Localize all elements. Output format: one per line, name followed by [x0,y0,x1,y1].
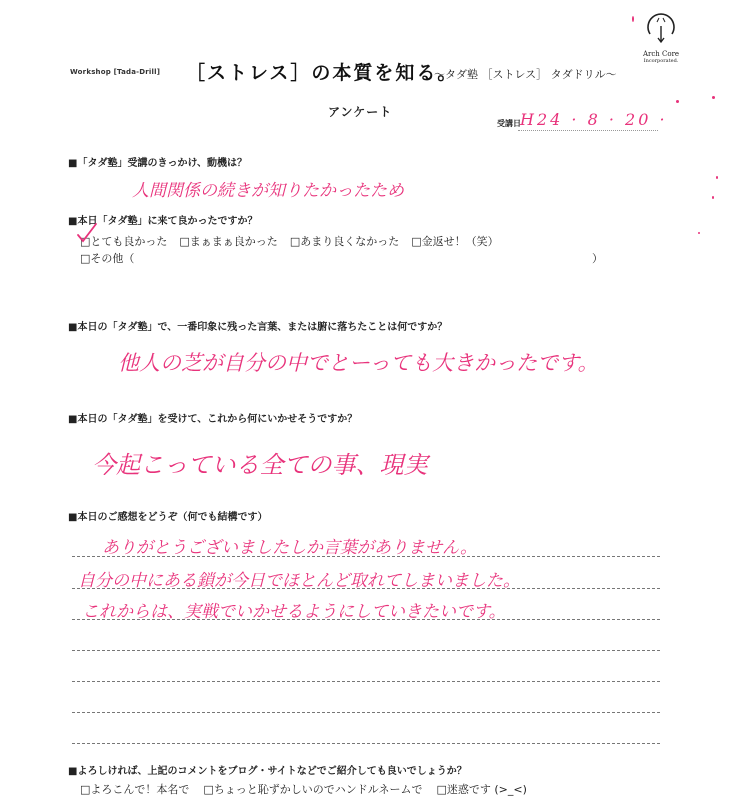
writing-line [72,588,660,589]
option-decline[interactable]: □迷惑です (>_<) [436,783,527,796]
feedback-line-2: 自分の中にある鎖が今日でほとんど取れてしまいました。 [78,571,520,591]
ink-speck [632,16,634,22]
page-title: ［ストレス］の本質を知る。 [186,62,459,84]
answer-motivation: 人間関係の続きが知りたかったため [132,181,404,201]
date-underline [518,130,658,131]
option-refund[interactable]: □金返せ！（笑） [411,235,499,248]
ink-speck [716,176,718,179]
ink-speck [676,100,679,103]
writing-line [72,681,660,682]
feedback-line-3: これからは、実戦でいかせるようにしていきたいです。 [82,602,506,622]
writing-line [72,619,660,620]
date-label: 受講日 [497,119,521,128]
document-title: アンケート [328,105,393,119]
question-feedback: ■本日のご感想をどうぞ（何でも結構です） [68,512,268,523]
answer-impression: 他人の芝が自分の中でとーっても大きかったです。 [118,351,599,375]
question-application: ■本日の「タダ塾」を受けて、これから何にいかせそうですか？ [68,414,358,425]
ink-speck [712,196,714,199]
option-handle-name[interactable]: □ちょっと恥ずかしいのでハンドルネームで [203,783,423,796]
question-motivation: ■「タダ塾」受講のきっかけ、動機は？ [68,158,248,169]
option-other[interactable]: □その他（ [80,252,135,265]
option-other-close: ） [592,252,603,265]
option-fairly-good[interactable]: □まぁまぁ良かった [179,235,278,248]
logo-suffix: Incorporated. [643,58,679,64]
option-real-name[interactable]: □よろこんで！本名で [80,783,190,796]
workshop-label: Workshop [Tada-Drill] [70,68,161,76]
option-not-good[interactable]: □あまり良くなかった [289,235,400,248]
question-permission: ■よろしければ、上記のコメントをブログ・サイトなどでご紹介しても良いでしょうか？ [68,766,467,777]
page-subtitle: ～タダ塾 ［ストレス］ タダドリル～ [434,68,617,81]
writing-line [72,712,660,713]
date-value: H24 · 8 · 20 · [520,110,668,129]
company-logo [637,12,685,74]
answer-application: 今起こっている全ての事、現実 [92,451,428,479]
writing-line [72,650,660,651]
writing-line [72,556,660,557]
check-mark-icon [76,222,98,244]
feedback-line-1: ありがとうございましたしか言葉がありません。 [102,538,478,558]
permission-options [80,781,527,797]
ink-speck [698,232,700,234]
writing-line [72,743,660,744]
logo-name: Arch Core [642,50,680,58]
ink-speck [712,96,715,99]
option-very-good[interactable]: □とても良かった [80,235,168,248]
satisfaction-options [80,233,499,249]
question-impression: ■本日の「タダ塾」で、一番印象に残った言葉、または腑に落ちたことは何ですか？ [68,322,448,333]
arch-core-logo-icon [644,12,678,50]
question-satisfaction: ■本日「タダ塾」に来て良かったですか？ [68,216,258,227]
